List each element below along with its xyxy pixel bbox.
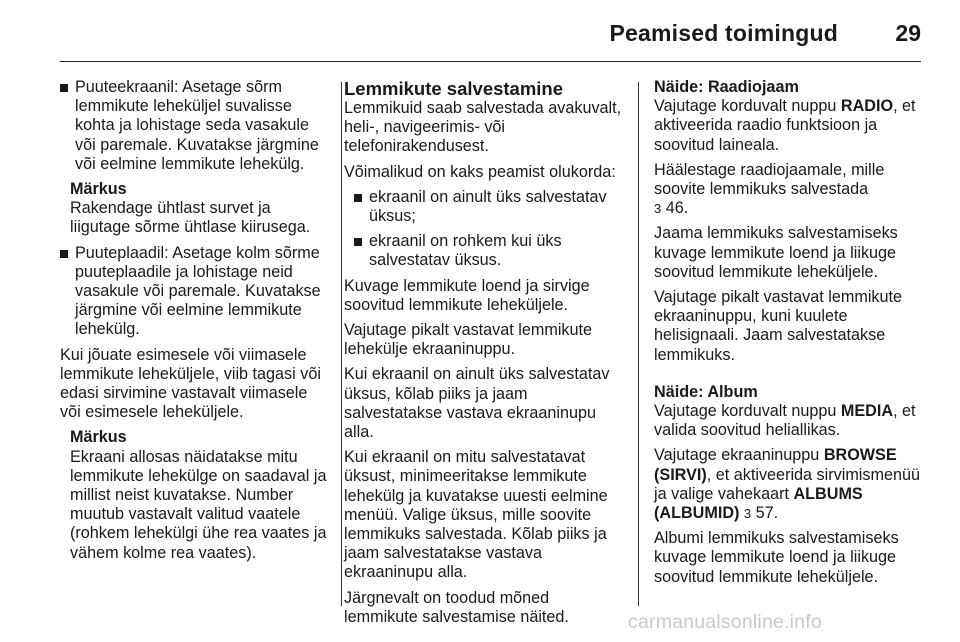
- text-run: Vajutage korduvalt nuppu: [654, 97, 841, 116]
- bullet-item: [354, 188, 626, 226]
- note-title: Märkus: [70, 428, 127, 447]
- paragraph: Võimalikud on kaks peamist olukorda:: [344, 162, 616, 181]
- watermark: carmanualsonline.info: [628, 611, 822, 633]
- bullet-square-icon: [354, 194, 362, 202]
- text-run: Vajutage korduvalt nuppu: [654, 402, 841, 421]
- section-heading: Lemmikute salvestamine: [344, 78, 564, 99]
- bullet-item: [60, 78, 330, 174]
- button-name-browse: BROWSE (SIRVI): [654, 446, 897, 484]
- header-divider: [60, 61, 921, 62]
- column-divider-1: [341, 82, 342, 606]
- paragraph: Kui ekraanil on mitu salvestatavat üksust, minimeeritakse lemmikute lehekülg ja kuvatakse uuesti eelmine menüü. Valige üksus, mille soovite lemmikuks salvestada. Kõlab piiks ja jaam salvestatakse vastava ekraaninupu alla.: [344, 448, 608, 582]
- tab-name-albums: ALBUMS (ALBUMID): [654, 484, 863, 523]
- page-reference: 46.: [661, 199, 689, 218]
- bullet-item: [354, 232, 626, 270]
- paragraph: Albumi lemmikuks salvestamiseks kuvage lemmikute loend ja liikuge soovitud lemmikute leheküljele.: [654, 529, 899, 586]
- example-heading: Näide: Album: [654, 382, 758, 401]
- paragraph: [654, 402, 924, 440]
- bullet-text: Puuteplaadil: Asetage kolm sõrme puuteplaadile ja lohistage neid vasakule või paremale. Kuvatakse järgmine või eelmine lemmikute lehekülg.: [75, 243, 321, 339]
- spacer: [654, 371, 924, 383]
- bullet-text: ekraanil on rohkem kui üks salvestatav üksus.: [369, 232, 562, 270]
- paragraph: Lemmikuid saab salvestada avakuvalt, heli-, navigeerimis- või telefonirakendusest.: [344, 99, 622, 156]
- paragraph: [654, 97, 924, 155]
- note-box: [70, 180, 330, 238]
- page-reference-arrow-icon: 3: [743, 506, 752, 522]
- paragraph: [654, 446, 924, 523]
- page-reference-arrow-icon: 3: [654, 201, 662, 217]
- bullet-text: Puuteekraanil: Asetage sõrm lemmikute leheküljel suvalisse kohta ja lohistage seda vasakule või paremale. Kuvatakse järgmine või eelmine lemmikute lehekülg.: [75, 78, 319, 173]
- note-title: Märkus: [70, 180, 127, 199]
- example-heading: Näide: Raadiojaam: [654, 78, 799, 96]
- paragraph: Vajutage pikalt vastavat lemmikute ekraaninuppu, kuni kuulete helisignaali. Jaam salvestatakse lemmikuks.: [654, 288, 903, 364]
- column-left: [60, 78, 330, 569]
- page-header-title: Peamised toimingud: [609, 20, 838, 46]
- paragraph: Kui jõuate esimesele või viimasele lemmikute leheküljele, viib tagasi või edasi sirvimine vastavalt viimasele või esimesele leheküljele.: [60, 345, 321, 422]
- paragraph: Kui ekraanil on ainult üks salvestatav üksus, kõlab piiks ja jaam salvestatakse vastava ekraaninupu alla.: [344, 365, 610, 442]
- bullet-text: ekraanil on ainult üks salvestatav üksus;: [369, 187, 607, 226]
- column-right: [654, 78, 924, 593]
- paragraph: Kuvage lemmikute loend ja sirvige soovitud lemmikute leheküljele.: [344, 276, 590, 314]
- column-middle: [344, 78, 626, 633]
- paragraph: Jaama lemmikuks salvestamiseks kuvage lemmikute loend ja liikuge soovitud lemmikute leheküljele.: [654, 224, 898, 281]
- column-divider-2: [638, 82, 639, 606]
- text-run: Vajutage ekraaninuppu: [654, 446, 824, 465]
- bullet-item: [60, 244, 330, 340]
- text-run: Häälestage raadiojaamale, mille soovite lemmikuks salvestada: [654, 160, 885, 199]
- text-run: , et aktiveerida raadio funktsioon ja soovitud laineala.: [654, 97, 916, 154]
- page-number: 29: [895, 20, 921, 46]
- text-run: , et aktiveerida sirvimismenüü ja valige vahekaart: [654, 465, 920, 503]
- paragraph: Vajutage pikalt vastavat lemmikute lehekülje ekraaninuppu.: [344, 321, 593, 359]
- note-box: [70, 428, 330, 562]
- text-run: , et valida soovitud heliallikas.: [654, 402, 916, 440]
- paragraph: Järgnevalt on toodud mõned lemmikute salvestamise näited.: [344, 588, 569, 626]
- bullet-square-icon: [354, 238, 362, 246]
- bullet-square-icon: [60, 250, 68, 258]
- paragraph: [654, 161, 924, 219]
- page-reference: 57.: [751, 504, 779, 523]
- note-text: Rakendage ühtlast survet ja liigutage sõrme ühtlase kiirusega.: [70, 199, 311, 237]
- button-name-media: MEDIA: [840, 402, 894, 421]
- note-text: Ekraani allosas näidatakse mitu lemmikute lehekülge on saadaval ja millist neist kuvatakse. Number muutub vastavalt valitud vaatele (rohkem lehekülgi ühe rea vaates ja vähem kolme rea vaates).: [70, 447, 327, 562]
- button-name-radio: RADIO: [840, 97, 894, 116]
- bullet-square-icon: [60, 84, 68, 92]
